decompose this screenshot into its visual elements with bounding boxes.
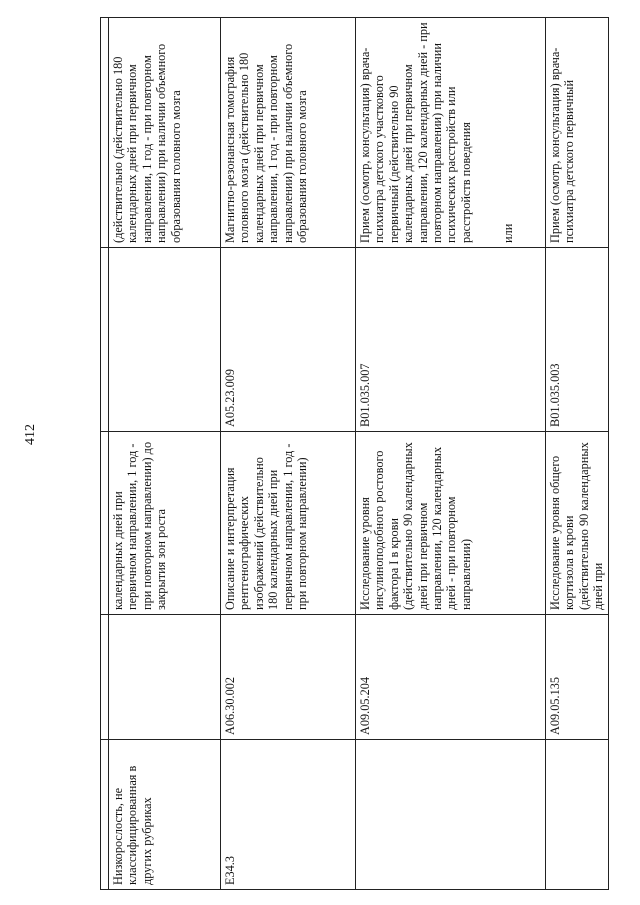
row-3-code-cell	[356, 615, 546, 740]
empty-lead-cell	[101, 615, 109, 740]
row-4-service-code: B01.035.003	[548, 363, 562, 427]
row-4-service: Прием (осмотр, консультация) врача-психиатра детского первичный	[548, 47, 577, 243]
row-2-service-code-cell	[221, 248, 356, 432]
empty-lead-cell	[101, 432, 109, 615]
row-1-description-cell	[109, 432, 221, 615]
row-4-service-code-cell	[546, 248, 609, 432]
row-3-service-code: B01.035.007	[358, 363, 372, 427]
empty-lead-cell	[101, 740, 109, 890]
row-3-service-code-cell	[356, 248, 546, 432]
row-2-service-cell	[221, 18, 356, 248]
diagnosis-code-cell	[221, 740, 356, 890]
empty-diagnosis-cell	[356, 740, 546, 890]
row-2-description-cell	[221, 432, 356, 615]
row-2-service: Магнитно-резонансная томография головного мозга (действительно 180 календарных дней при первичном направлении, 1 год - при повторном направлении) при наличии объемного образования головного мозга	[223, 43, 310, 243]
row-4-service-cell	[546, 18, 609, 248]
requirements-table	[100, 18, 605, 890]
diagnosis-code: E34.3	[223, 855, 237, 885]
row-3-code: A09.05.204	[358, 676, 372, 735]
row-1-service-code-cell	[109, 248, 221, 432]
row-4-code: A09.05.135	[548, 676, 562, 735]
row-2-code: A06.30.002	[223, 676, 237, 735]
row-3-service-conjunction: или	[501, 223, 516, 243]
spacer	[473, 22, 501, 243]
row-3-service-cell	[356, 18, 546, 248]
row-2-service-code: A05.23.009	[223, 368, 237, 427]
row-3-service: Прием (осмотр, консультация) врача-психиатра детского участкового первичный (действительно 90 календарных дней при первичном направлении, 120 календарных дней - при повторном направлении) при наличии психических расстройств или расстройств поведения	[358, 22, 473, 243]
row-3-description: Исследование уровня инсулиноподобного ростового фактора I в крови (действительно 90 календарных дней при первичном направлении, 120 календарных дней - при повторном направлении)	[358, 442, 473, 610]
empty-diagnosis-cell	[546, 740, 609, 890]
empty-lead-cell	[101, 248, 109, 432]
row-4-description-cell	[546, 432, 609, 615]
row-1-code-cell	[109, 615, 221, 740]
diagnosis-name-cell	[109, 740, 221, 890]
row-2-description: Описание и интерпретация рентгенографических изображений (действительно 180 календарных дней при первичном направлении, 1 год - при повторном направлении)	[223, 443, 310, 610]
row-4-code-cell	[546, 615, 609, 740]
row-4-description: Исследование уровня общего кортизола в крови (действительно 90 календарных дней при	[548, 442, 606, 610]
empty-lead-cell	[101, 18, 109, 248]
row-2-code-cell	[221, 615, 356, 740]
row-1-service-cell	[109, 18, 221, 248]
page-number: 412	[23, 424, 38, 445]
row-1-service: (действительно (действительно 180 календарных дней при первичном направлении, 1 год - при повторном направлении) при наличии объемного образования головного мозга	[111, 43, 183, 243]
row-1-description: календарных дней при первичном направлении, 1 год - при повторном направлении) до закрытия зон роста	[111, 441, 169, 610]
row-3-description-cell	[356, 432, 546, 615]
diagnosis-name: Низкорослость, не классифицированная в других рубриках	[111, 765, 154, 885]
